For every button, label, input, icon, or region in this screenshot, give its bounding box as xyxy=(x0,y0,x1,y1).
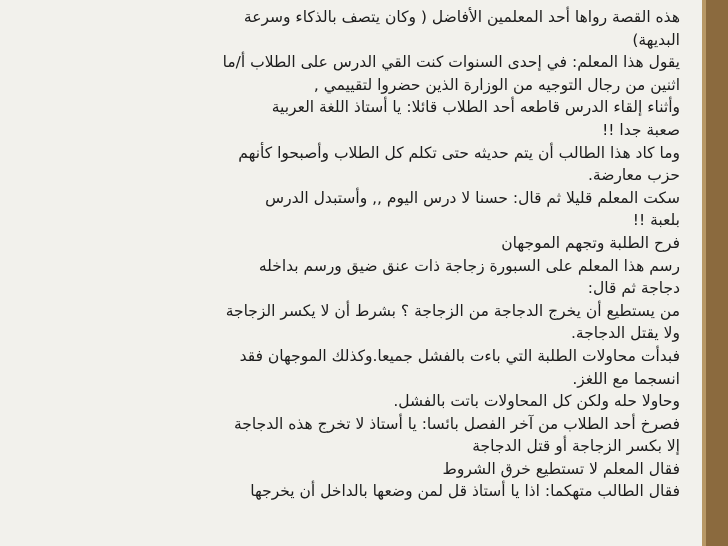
story-line: بلعبة !! xyxy=(632,211,680,230)
story-line: يقول هذا المعلم: في إحدى السنوات كنت القي الدرس على الطلاب أ/ما xyxy=(222,53,680,72)
story-line: إلا بكسر الزجاجة أو قتل الدجاجة xyxy=(472,437,680,456)
story-line: سكت المعلم قليلا ثم قال: حسنا لا درس اليوم ,, وأستبدل الدرس xyxy=(265,188,680,207)
story-line: وما كاد هذا الطالب أن يتم حديثه حتى تكلم كل الطلاب وأصبحوا كأنهم xyxy=(238,143,680,162)
story-line: من يستطيع أن يخرج الدجاجة من الزجاجة ؟ بشرط أن لا يكسر الزجاجة xyxy=(225,301,680,320)
story-line: ولا يقتل الدجاجة. xyxy=(570,324,680,343)
story-line: صعبة جدا !! xyxy=(602,120,680,139)
story-line: وأثناء إلقاء الدرس قاطعه أحد الطلاب قائلا: يا أستاذ اللغة العربية xyxy=(271,98,680,117)
story-line: رسم هذا المعلم على السبورة زجاجة ذات عنق ضيق ورسم بداخله xyxy=(258,256,680,275)
story-line: دجاجة ثم قال: xyxy=(587,279,680,298)
story-line: البديهة) xyxy=(632,30,680,49)
story-text-body xyxy=(10,6,680,503)
story-line: فقال المعلم لا تستطيع خرق الشروط xyxy=(442,459,680,478)
story-line: اثنين من رجال التوجيه من الوزارة الذين حضروا لتقييمي , xyxy=(313,75,680,94)
decorative-side-band xyxy=(706,0,728,546)
story-line: فقال الطالب متهكما: اذا يا أستاذ قل لمن وضعها بالداخل أن يخرجها xyxy=(250,482,680,501)
story-line: فبدأت محاولات الطلبة التي باءت بالفشل جميعا.وكذلك الموجهان فقد xyxy=(239,346,680,365)
story-line: فصرخ أحد الطلاب من آخر الفصل بائسا: يا أستاذ لا تخرج هذه الدجاجة xyxy=(234,414,680,433)
story-line: هذه القصة رواها أحد المعلمين الأفاضل ( وكان يتصف بالذكاء وسرعة xyxy=(243,8,680,26)
story-line: وحاولا حله ولكن كل المحاولات باتت بالفشل. xyxy=(393,392,680,411)
story-line: انسجما مع اللغز. xyxy=(572,369,680,388)
story-line: فرح الطلبة وتجهم الموجهان xyxy=(501,233,680,252)
story-line: حزب معارضة. xyxy=(587,166,680,185)
